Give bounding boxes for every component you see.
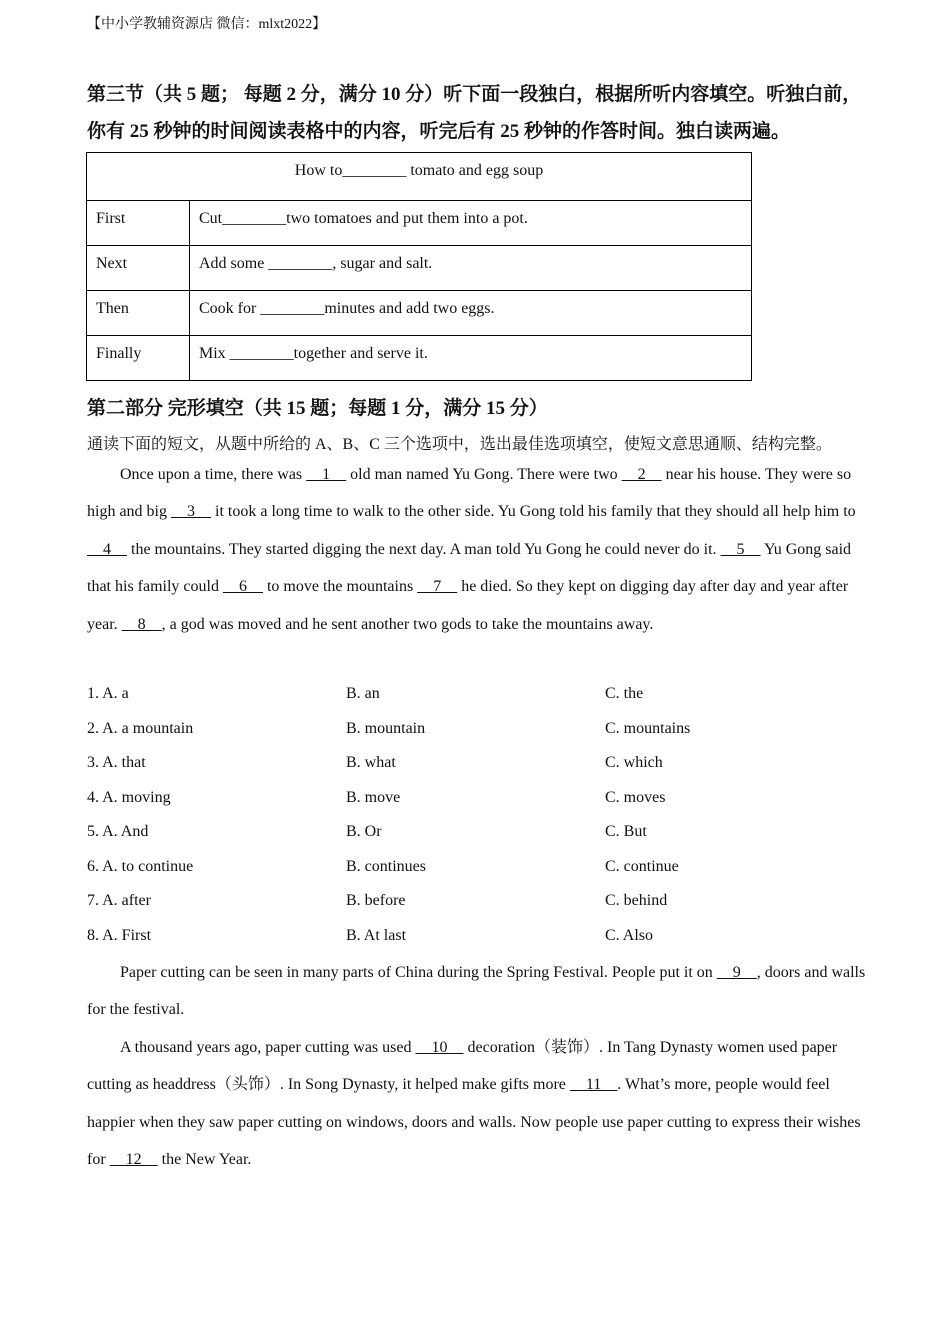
option-b: B. Or xyxy=(346,823,382,840)
passage-text: to move the mountains xyxy=(262,578,418,596)
row-text: Mix ________together and serve it. xyxy=(190,336,752,381)
passage-paragraph xyxy=(87,954,867,1029)
passage-yu-gong xyxy=(87,456,867,643)
option-b: B. what xyxy=(346,754,396,771)
blank-8: 8 xyxy=(121,615,162,633)
blank-4: 4 xyxy=(87,540,127,558)
table-title-row xyxy=(87,153,752,201)
option-b: B. At last xyxy=(346,926,407,944)
blank-2: 2 xyxy=(621,466,662,483)
option-b: B. mountain xyxy=(346,719,426,737)
passage-text: the mountains. They started digging the next day. A man told Yu Gong he could never do it. xyxy=(127,540,721,558)
table-row xyxy=(87,246,752,291)
row-label: Then xyxy=(87,291,190,336)
passage-paragraph xyxy=(87,1029,867,1179)
passage-text: he died. So they kept on digging day after day and year after year. xyxy=(87,578,849,633)
option-a: 4. A. moving xyxy=(87,788,171,806)
option-c: C. continue xyxy=(605,857,679,875)
option-a: 2. A. a mountain xyxy=(87,719,194,737)
option-a: 7. A. after xyxy=(87,892,151,909)
passage-text: near his house. They were so high and big xyxy=(87,466,852,521)
table-row xyxy=(87,336,752,381)
blank-12: 12 xyxy=(109,1151,158,1169)
option-c: C. Also xyxy=(605,926,654,944)
option-c: C. the xyxy=(605,685,644,702)
row-label: First xyxy=(87,201,190,246)
blank-3: 3 xyxy=(171,503,211,521)
option-row-2 xyxy=(87,720,867,755)
option-a: 3. A. that xyxy=(87,754,146,771)
blank-9: 9 xyxy=(716,964,757,981)
part2-instruction: 通读下面的短文，从题中所给的 A、B、C 三个选项中，选出最佳选项填空，使短文意思通顺、结构完整。 xyxy=(87,436,832,453)
option-a: 8. A. First xyxy=(87,926,152,944)
row-text: Cook for ________minutes and add two eggs. xyxy=(190,291,752,336)
passage-text: decoration（装饰）. In Tang Dynasty women used paper cutting as headdress（头饰）. In Song Dynasty, it helped make gifts more xyxy=(87,1038,838,1094)
row-text: Add some ________, sugar and salt. xyxy=(190,246,752,291)
option-c: C. mountains xyxy=(605,719,691,737)
blank-6: 6 xyxy=(222,578,263,596)
table-row xyxy=(87,291,752,336)
option-row-1 xyxy=(87,685,867,720)
recipe-table xyxy=(86,152,752,381)
blank-10: 10 xyxy=(415,1038,464,1056)
option-c: C. which xyxy=(605,754,663,771)
option-row-4 xyxy=(87,789,867,824)
blank-5: 5 xyxy=(720,540,761,558)
option-row-6 xyxy=(87,858,867,893)
option-b: B. an xyxy=(346,685,380,702)
blank-1: 1 xyxy=(306,466,347,483)
option-b: B. before xyxy=(346,892,406,909)
table-title: How to________ tomato and egg soup xyxy=(87,153,752,201)
option-a: 6. A. to continue xyxy=(87,857,194,875)
passage-text: Yu Gong said that his family could xyxy=(87,540,852,596)
option-row-3 xyxy=(87,754,867,789)
table-row xyxy=(87,201,752,246)
blank-7: 7 xyxy=(417,578,458,596)
option-row-7 xyxy=(87,892,867,927)
option-b: B. move xyxy=(346,788,401,806)
answer-options xyxy=(87,685,867,961)
passage-text: Once upon a time, there was xyxy=(120,466,307,483)
header-note: 【中小学教辅资源店 微信：mlxt2022】 xyxy=(87,17,327,32)
option-a: 1. A. a xyxy=(87,685,129,702)
passage-text: , a god was moved and he sent another two gods to take the mountains away. xyxy=(161,615,654,633)
option-c: C. behind xyxy=(605,892,668,909)
section3-heading: 第三节（共 5 题； 每题 2 分，满分 10 分）听下面一段独白，根据所听内容填空。听独白前，你有 25 秒钟的时间阅读表格中的内容，听完后有 25 秒钟的作答时间。独白读两遍。 xyxy=(87,84,862,142)
row-label: Next xyxy=(87,246,190,291)
option-row-5 xyxy=(87,823,867,858)
option-a: 5. A. And xyxy=(87,823,149,840)
part2-heading: 第二部分 完形填空（共 15 题；每题 1 分，满分 15 分） xyxy=(87,398,548,419)
row-label: Finally xyxy=(87,336,190,381)
passage-paragraph xyxy=(87,456,867,643)
passage-text: old man named Yu Gong. There were two xyxy=(346,466,622,483)
row-text: Cut________two tomatoes and put them into a pot. xyxy=(190,201,752,246)
option-c: C. But xyxy=(605,823,647,840)
passage-paper-cutting xyxy=(87,954,867,1178)
passage-text: the New Year. xyxy=(157,1151,252,1169)
passage-text: Paper cutting can be seen in many parts of China during the Spring Festival. People put it on xyxy=(120,964,717,981)
passage-text: it took a long time to walk to the other side. Yu Gong told his family that they should all help him to xyxy=(211,503,856,521)
passage-text: , doors and walls for the festival. xyxy=(87,964,866,1019)
passage-text: A thousand years ago, paper cutting was used xyxy=(120,1038,416,1056)
option-c: C. moves xyxy=(605,788,666,806)
blank-11: 11 xyxy=(569,1076,618,1094)
option-b: B. continues xyxy=(346,857,426,875)
passage-text: . What’s more, people would feel happier when they saw paper cutting on windows, doors and walls. Now people use paper cutting to express their wishes for xyxy=(87,1076,861,1169)
